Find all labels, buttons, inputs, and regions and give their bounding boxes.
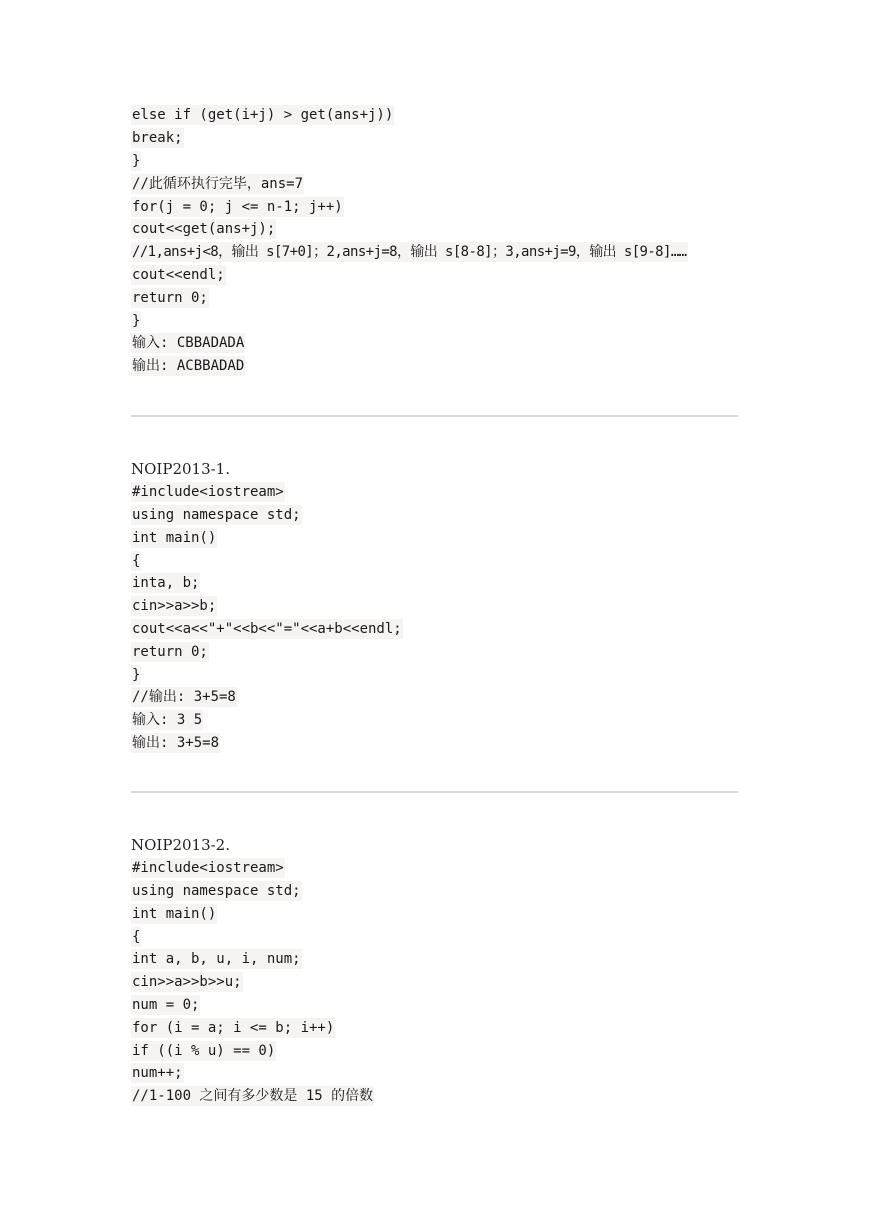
code-text: break; [132, 130, 183, 147]
code-line [131, 264, 738, 287]
code-line [131, 218, 738, 241]
code-line [131, 902, 738, 925]
code-text: } [132, 152, 141, 169]
code-line [131, 1016, 738, 1039]
code-line [131, 640, 738, 663]
code-text: } [132, 312, 141, 329]
code-line [131, 127, 738, 150]
section-divider [131, 791, 738, 793]
code-line [131, 618, 738, 641]
code-text: cout<<endl; [132, 266, 225, 283]
code-text: #include<iostream> [132, 484, 284, 501]
code-text: 输入: CBBADADA [132, 335, 245, 352]
code-text: 输出: ACBBADAD [132, 358, 245, 375]
code-text: cout<<get(ans+j); [132, 221, 276, 238]
output-line [131, 355, 738, 378]
code-line [131, 195, 738, 218]
code-comment-line [131, 686, 738, 709]
code-text: cin>>a>>b>>u; [132, 974, 242, 991]
code-comment-line [131, 1085, 738, 1108]
section-divider [131, 415, 738, 417]
code-text: 输出: 3+5=8 [132, 734, 220, 751]
code-text: for(j = 0; j <= n-1; j++) [132, 198, 343, 215]
code-line [131, 481, 738, 504]
code-line [131, 309, 738, 332]
code-line [131, 595, 738, 618]
code-text: int main() [132, 905, 217, 922]
code-line [131, 971, 738, 994]
code-text: { [132, 552, 141, 569]
code-line [131, 925, 738, 948]
code-text: inta, b; [132, 575, 200, 592]
code-line [131, 1039, 738, 1062]
code-block-noip2013-2 [131, 834, 738, 1108]
code-text: } [132, 666, 141, 683]
code-text: { [132, 928, 141, 945]
code-text: cin>>a>>b; [132, 598, 217, 615]
code-text: int main() [132, 529, 217, 546]
output-line [131, 732, 738, 755]
code-line [131, 549, 738, 572]
code-line [131, 150, 738, 173]
code-line [131, 880, 738, 903]
section-heading: NOIP2013-1. [131, 460, 230, 478]
code-text: //输出: 3+5=8 [132, 689, 236, 706]
code-line [131, 504, 738, 527]
input-line [131, 332, 738, 355]
code-block-previous [131, 104, 738, 378]
code-text: //1-100 之间有多少数是 15 的倍数 [132, 1088, 374, 1105]
section-heading: NOIP2013-2. [131, 836, 230, 854]
code-text: //此循环执行完毕，ans=7 [132, 175, 304, 192]
code-block-noip2013-1 [131, 458, 738, 754]
code-text: return 0; [132, 289, 208, 306]
code-line [131, 948, 738, 971]
code-text: 输入: 3 5 [132, 712, 203, 729]
code-line [131, 994, 738, 1017]
input-line [131, 709, 738, 732]
code-text: return 0; [132, 643, 208, 660]
code-text: for (i = a; i <= b; i++) [132, 1019, 335, 1036]
code-text: if ((i % u) == 0) [132, 1042, 276, 1059]
code-line [131, 857, 738, 880]
code-text: num++; [132, 1065, 183, 1082]
code-line [131, 1062, 738, 1085]
code-text: //1,ans+j<8，输出 s[7+0]；2,ans+j=8，输出 s[8-8]；3,ans+j=9，输出 s[9-8]…… [132, 244, 687, 261]
code-line [131, 104, 738, 127]
code-text: using namespace std; [132, 506, 301, 523]
code-text: cout<<a<<"+"<<b<<"="<<a+b<<endl; [132, 620, 402, 637]
code-text: else if (get(i+j) > get(ans+j)) [132, 107, 394, 124]
code-line [131, 526, 738, 549]
code-line [131, 572, 738, 595]
code-text: int a, b, u, i, num; [132, 951, 301, 968]
code-text: #include<iostream> [132, 860, 284, 877]
code-line [131, 663, 738, 686]
code-comment-line [131, 172, 738, 195]
code-line [131, 286, 738, 309]
code-text: num = 0; [132, 996, 200, 1013]
code-text: using namespace std; [132, 882, 301, 899]
code-comment-line [131, 241, 738, 264]
